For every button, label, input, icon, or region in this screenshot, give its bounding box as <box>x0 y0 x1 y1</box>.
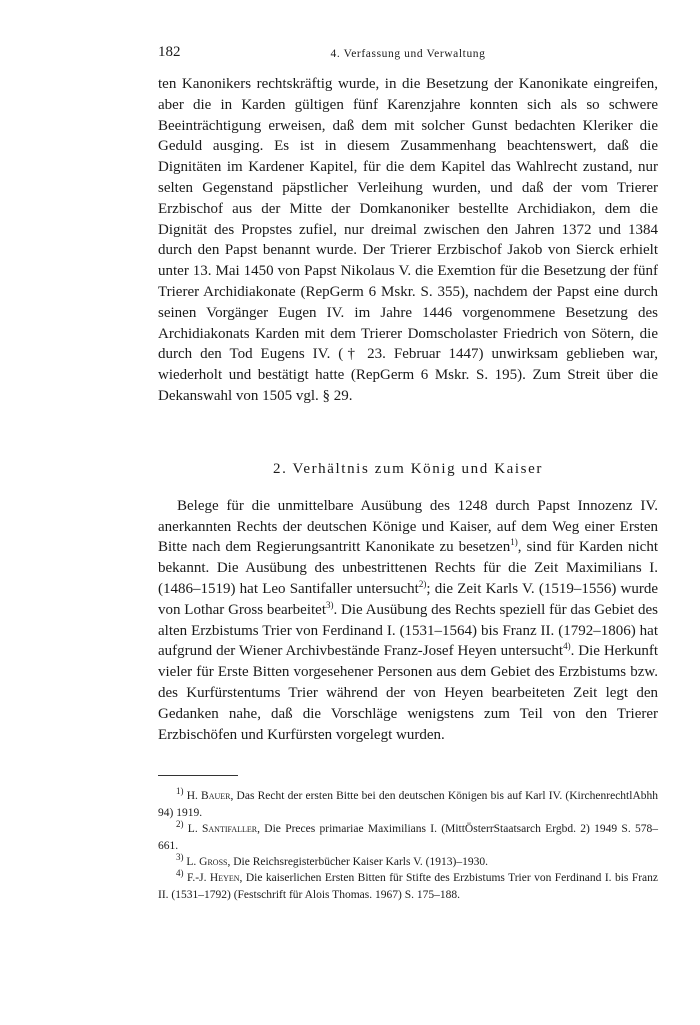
footnote-marker: 1) <box>176 786 184 797</box>
footnote-author: L. Gross <box>186 855 228 868</box>
footnote-ref-1[interactable]: 1) <box>510 537 518 548</box>
footnote-ref-3[interactable]: 3) <box>326 599 334 610</box>
paragraph-text-segment: ; die Zeit Karls V. (1519–1556) wurde von Lothar Gross bearbeitet <box>158 580 658 618</box>
paragraph-text-segment: , sind für Karden nicht bekannt. Die Ausübung des unbestrittenen Rechts für die Zeit Maximilians I. (1486–1519) hat Leo Santifaller untersucht <box>158 539 658 597</box>
footnote-author: F.-J. Heyen <box>186 872 240 885</box>
footnote-ref-2[interactable]: 2) <box>418 578 427 589</box>
running-head: 4. Verfassung und Verwaltung <box>330 48 486 60</box>
footnote-author: H. Bauer <box>186 790 231 803</box>
footnote-marker: 3) <box>176 852 184 863</box>
footnote-1 <box>158 788 658 821</box>
book-page <box>158 40 658 903</box>
footnote-text: , Die Preces primariae Maximilians I. (MittÖsterrStaatsarch Ergbd. 2) 1949 S. 578–661. <box>158 823 658 852</box>
paragraph-text-segment: . Die Ausübung des Rechts speziell für das Gebiet des alten Erzbistums Trier von Ferdinand I. (1531–1564) bis Franz II. (1792–1806) hat aufgrund der Wiener Archivbestände Franz-Josef Heyen untersucht <box>158 601 658 660</box>
footnote-3 <box>158 854 658 870</box>
footnote-4 <box>158 870 658 903</box>
footnote-marker: 4) <box>176 868 184 879</box>
page-header <box>158 40 658 66</box>
paragraph-text-segment: Belege für die unmittelbare Ausübung des 1248 durch Papst Innozenz IV. anerkannten Rechts der deutschen Könige und Kaiser, auf dem Weg einer Ersten Bitte nach dem Regierungsantritt Kanonikate zu besetzen <box>158 497 658 556</box>
footnote-ref-4[interactable]: 4) <box>563 641 571 652</box>
footnote-text: , Die kaiserlichen Ersten Bitten für Stifte des Erzbistums Trier von Ferdinand I. bis Franz II. (1531–1792) (Festschrift für Alois Thomas. 1967) S. 175–188. <box>158 872 659 901</box>
section-heading: 2. Verhältnis zum König und Kaiser <box>273 460 543 477</box>
footnote-text: , Das Recht der ersten Bitte bei den deutschen Königen bis auf Karl IV. (KirchenrechtlAbhh 94) 1919. <box>158 790 658 819</box>
footnote-marker: 2) <box>176 819 184 830</box>
footnote-2 <box>158 821 658 854</box>
paragraph-continuation: ten Kanonikers rechtskräftig wurde, in die Besetzung der Kanonikate eingreifen, aber die in Karden gültigen fünf Karenzjahre konnten sich als so schwere Beeinträchtigung erweisen, daß dem mit solcher Gunst bedachten Kleriker die Geduld ausging. Es ist in diesem Zusammenhang beachtenswert, daß die Dignitäten im Kardener Kapitel, für die dem Kapitel das Wahlrecht zustand, nur selten Gegenstand päpstlicher Verleihung wurden, und daß der vom Trierer Erzbischof aus der Mitte der Domkanoniker bestellte Archidiakon, dem die Dignität des Propstes zufiel, nur dreimal zwischen den Jahren 1372 und 1384 durch den Papst benannt wurde. Der Trierer Erzbischof Jakob von Sierck erhielt unter 13. Mai 1450 von Papst Nikolaus V. die Exemtion für die Besetzung der fünf Trierer Archidiakonate (RepGerm 6 Mskr. S. 355), nachdem der Papst eine durch seinen Vorgänger Eugen IV. im Jahre 1446 vorgenommene Besetzung des Archidiakonats Karden mit dem Trierer Domscholaster Friedrich von Sötern, die durch den Tod Eugens IV. († 23. Februar 1447) unwirksam geblieben war, wiederholt und bestätigt hatte (RepGerm 6 Mskr. S. 195). Zum Streit über die Dekanswahl von 1505 vgl. § 29. <box>158 76 658 404</box>
footnotes <box>158 788 658 903</box>
footnote-author: L. Santifaller <box>187 823 258 836</box>
page-number: 182 <box>158 44 181 60</box>
footnote-text: , Die Reichsregisterbücher Kaiser Karls V. (1913)–1930. <box>227 855 488 868</box>
paragraph-text-segment: . Die Herkunft vieler für Erste Bitten vorgesehener Personen aus dem Gebiet des Erzbistums bzw. des Kurfürstentums Trier während der von Heyen bearbeiteten Zeit legt den Gedanken nahe, daß die Vorschläge wenigstens zum Teil von den Trierer Erzbischöfen und Kurfürsten vorgelegt wurden. <box>158 643 658 743</box>
footnote-divider <box>158 775 238 776</box>
paragraph-royal-rights <box>158 496 658 746</box>
